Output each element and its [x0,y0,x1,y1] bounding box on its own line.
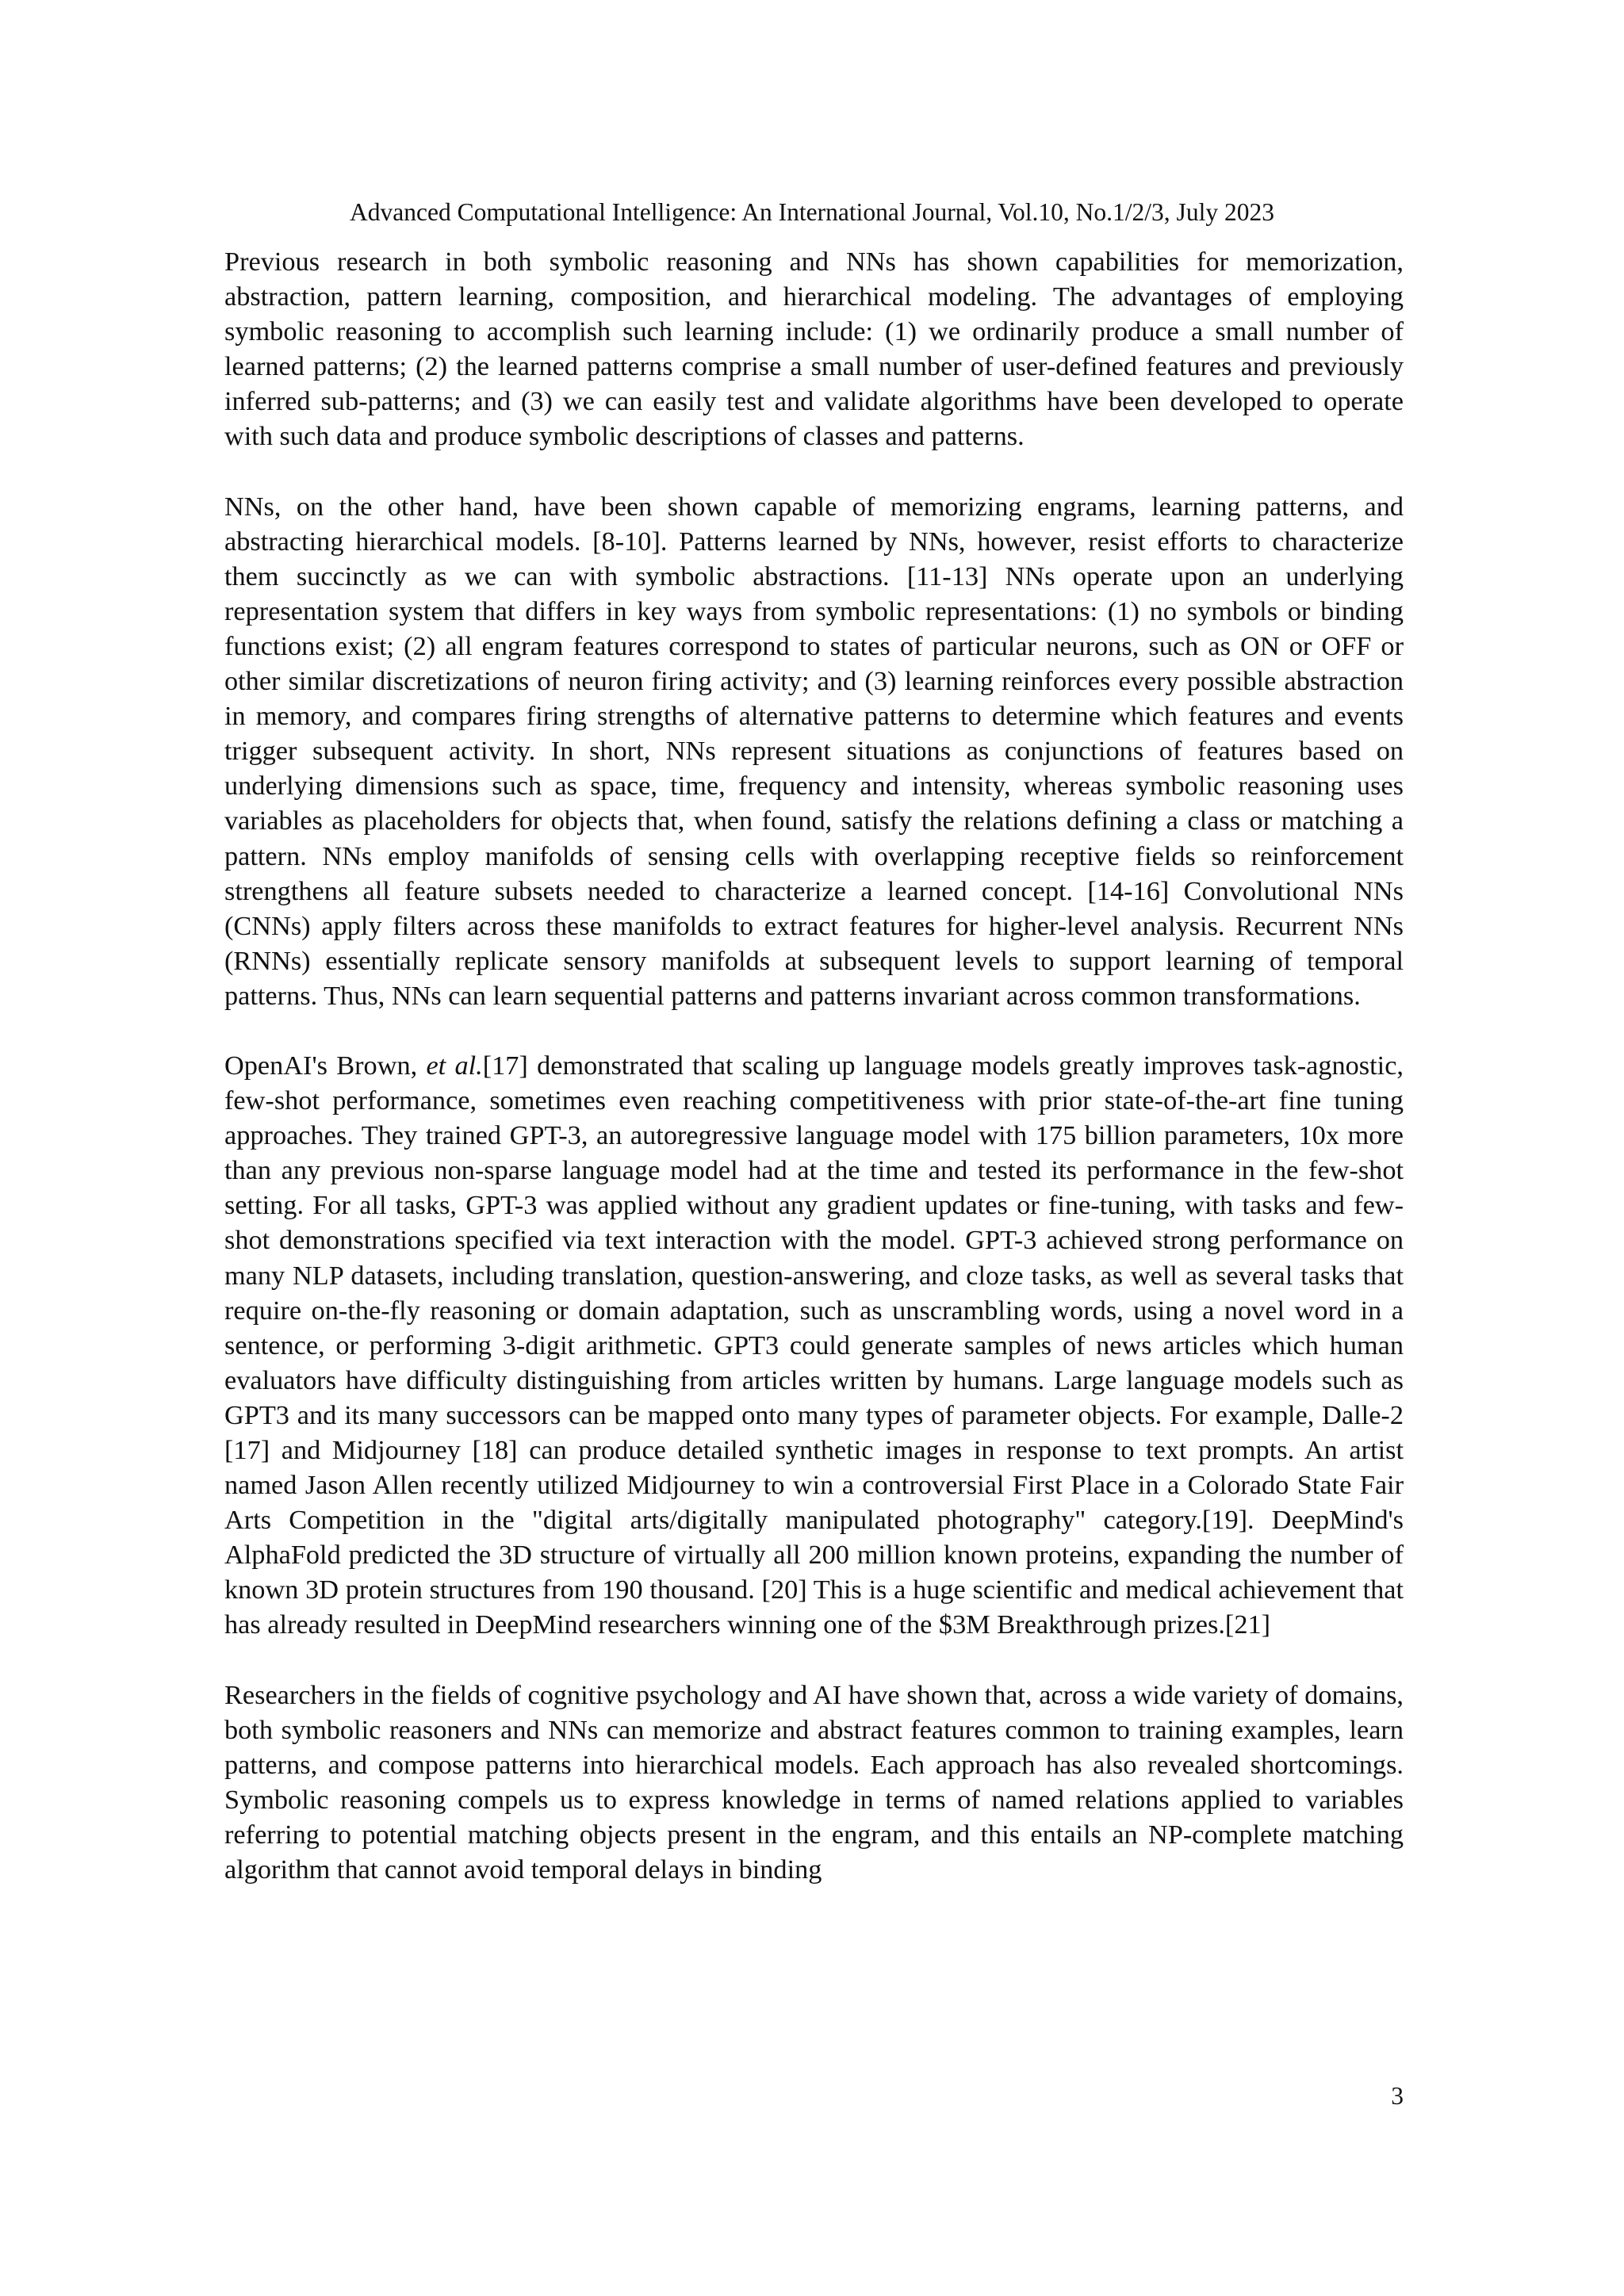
paragraph-gpt3 [224,1048,1404,1643]
paragraph-cognitive-psychology: Researchers in the fields of cognitive psychology and AI have shown that, across a wide variety of domains, both symbolic reasoners and NNs can memorize and abstract features common to training examples, learn patterns, and compose patterns into hierarchical models. Each approach has also revealed shortcomings. Symbolic reasoning compels us to express knowledge in terms of named relations applied to variables referring to potential matching objects present in the engram, and this entails an NP-complete matching algorithm that cannot avoid temporal delays in binding [224,1679,1404,1885]
page-number: 3 [1391,2082,1404,2110]
paragraph-neural-networks: NNs, on the other hand, have been shown capable of memorizing engrams, learning patterns, and abstracting hierarchical models. [8-10]. Patterns learned by NNs, however, resist efforts to characterize them succinctly as we can with symbolic abstractions. [11-13] NNs operate upon an underlying representation system that differs in key ways from symbolic representations: (1) no symbols or binding functions exist; (2) all engram features correspond to states of particular neurons, such as ON or OFF or other similar discretizations of neuron firing activity; and (3) learning reinforces every possible abstraction in memory, and compares firing strengths of alternative patterns to determine which features and events trigger subsequent activity. In short, NNs represent situations as conjunctions of features based on underlying dimensions such as space, time, frequency and intensity, whereas symbolic reasoning uses variables as placeholders for objects that, when found, satisfy the relations defining a class or matching a pattern. NNs employ manifolds of sensing cells with overlapping receptive fields so reinforcement strengthens all feature subsets needed to characterize a learned concept. [14-16] Convolutional NNs (CNNs) apply filters across these manifolds to extract features for higher-level analysis. Recurrent NNs (RNNs) essentially replicate sensory manifolds at subsequent levels to support learning of temporal patterns. Thus, NNs can learn sequential patterns and patterns invariant across common transformations. [224,491,1404,1011]
journal-running-header: Advanced Computational Intelligence: An International Journal, Vol.10, No.1/2/3, July 2023 [350,198,1274,226]
et-al-italic: et al. [426,1050,483,1081]
paragraph-gpt3-lead: OpenAI's Brown, [224,1050,427,1081]
body-text [224,244,1404,1922]
paragraph-symbolic-reasoning: Previous research in both symbolic reasoning and NNs has shown capabilities for memorization, abstraction, pattern learning, composition, and hierarchical modeling. The advantages of employing symbolic reasoning to accomplish such learning include: (1) we ordinarily produce a small number of learned patterns; (2) the learned patterns comprise a small number of user-defined features and previously inferred sub-patterns; and (3) we can easily test and validate algorithms have been developed to operate with such data and produce symbolic descriptions of classes and patterns. [224,247,1404,452]
paragraph-gpt3-body: [17] demonstrated that scaling up language models greatly improves task-agnostic, few-shot performance, sometimes even reaching competitiveness with prior state-of-the-art fine tuning approaches. They trained GPT-3, an autoregressive language model with 175 billion parameters, 10x more than any previous non-sparse language model had at the time and tested its performance in the few-shot setting. For all tasks, GPT-3 was applied without any gradient updates or fine-tuning, with tasks and few-shot demonstrations specified via text interaction with the model. GPT-3 achieved strong performance on many NLP datasets, including translation, question-answering, and cloze tasks, as well as several tasks that require on-the-fly reasoning or domain adaptation, such as unscrambling words, using a novel word in a sentence, or performing 3-digit arithmetic. GPT3 could generate samples of news articles which human evaluators have difficulty distinguishing from articles written by humans. Large language models such as GPT3 and its many successors can be mapped onto many types of parameter objects. For example, Dalle-2 [17] and Midjourney [18] can produce detailed synthetic images in response to text prompts. An artist named Jason Allen recently utilized Midjourney to win a controversial First Place in a Colorado State Fair Arts Competition in the "digital arts/digitally manipulated photography" category.[19]. DeepMind's AlphaFold predicted the 3D structure of virtually all 200 million known proteins, expanding the number of known 3D protein structures from 190 thousand. [20] This is a huge scientific and medical achievement that has already resulted in DeepMind researchers winning one of the $3M Breakthrough prizes.[21] [224,1050,1404,1640]
